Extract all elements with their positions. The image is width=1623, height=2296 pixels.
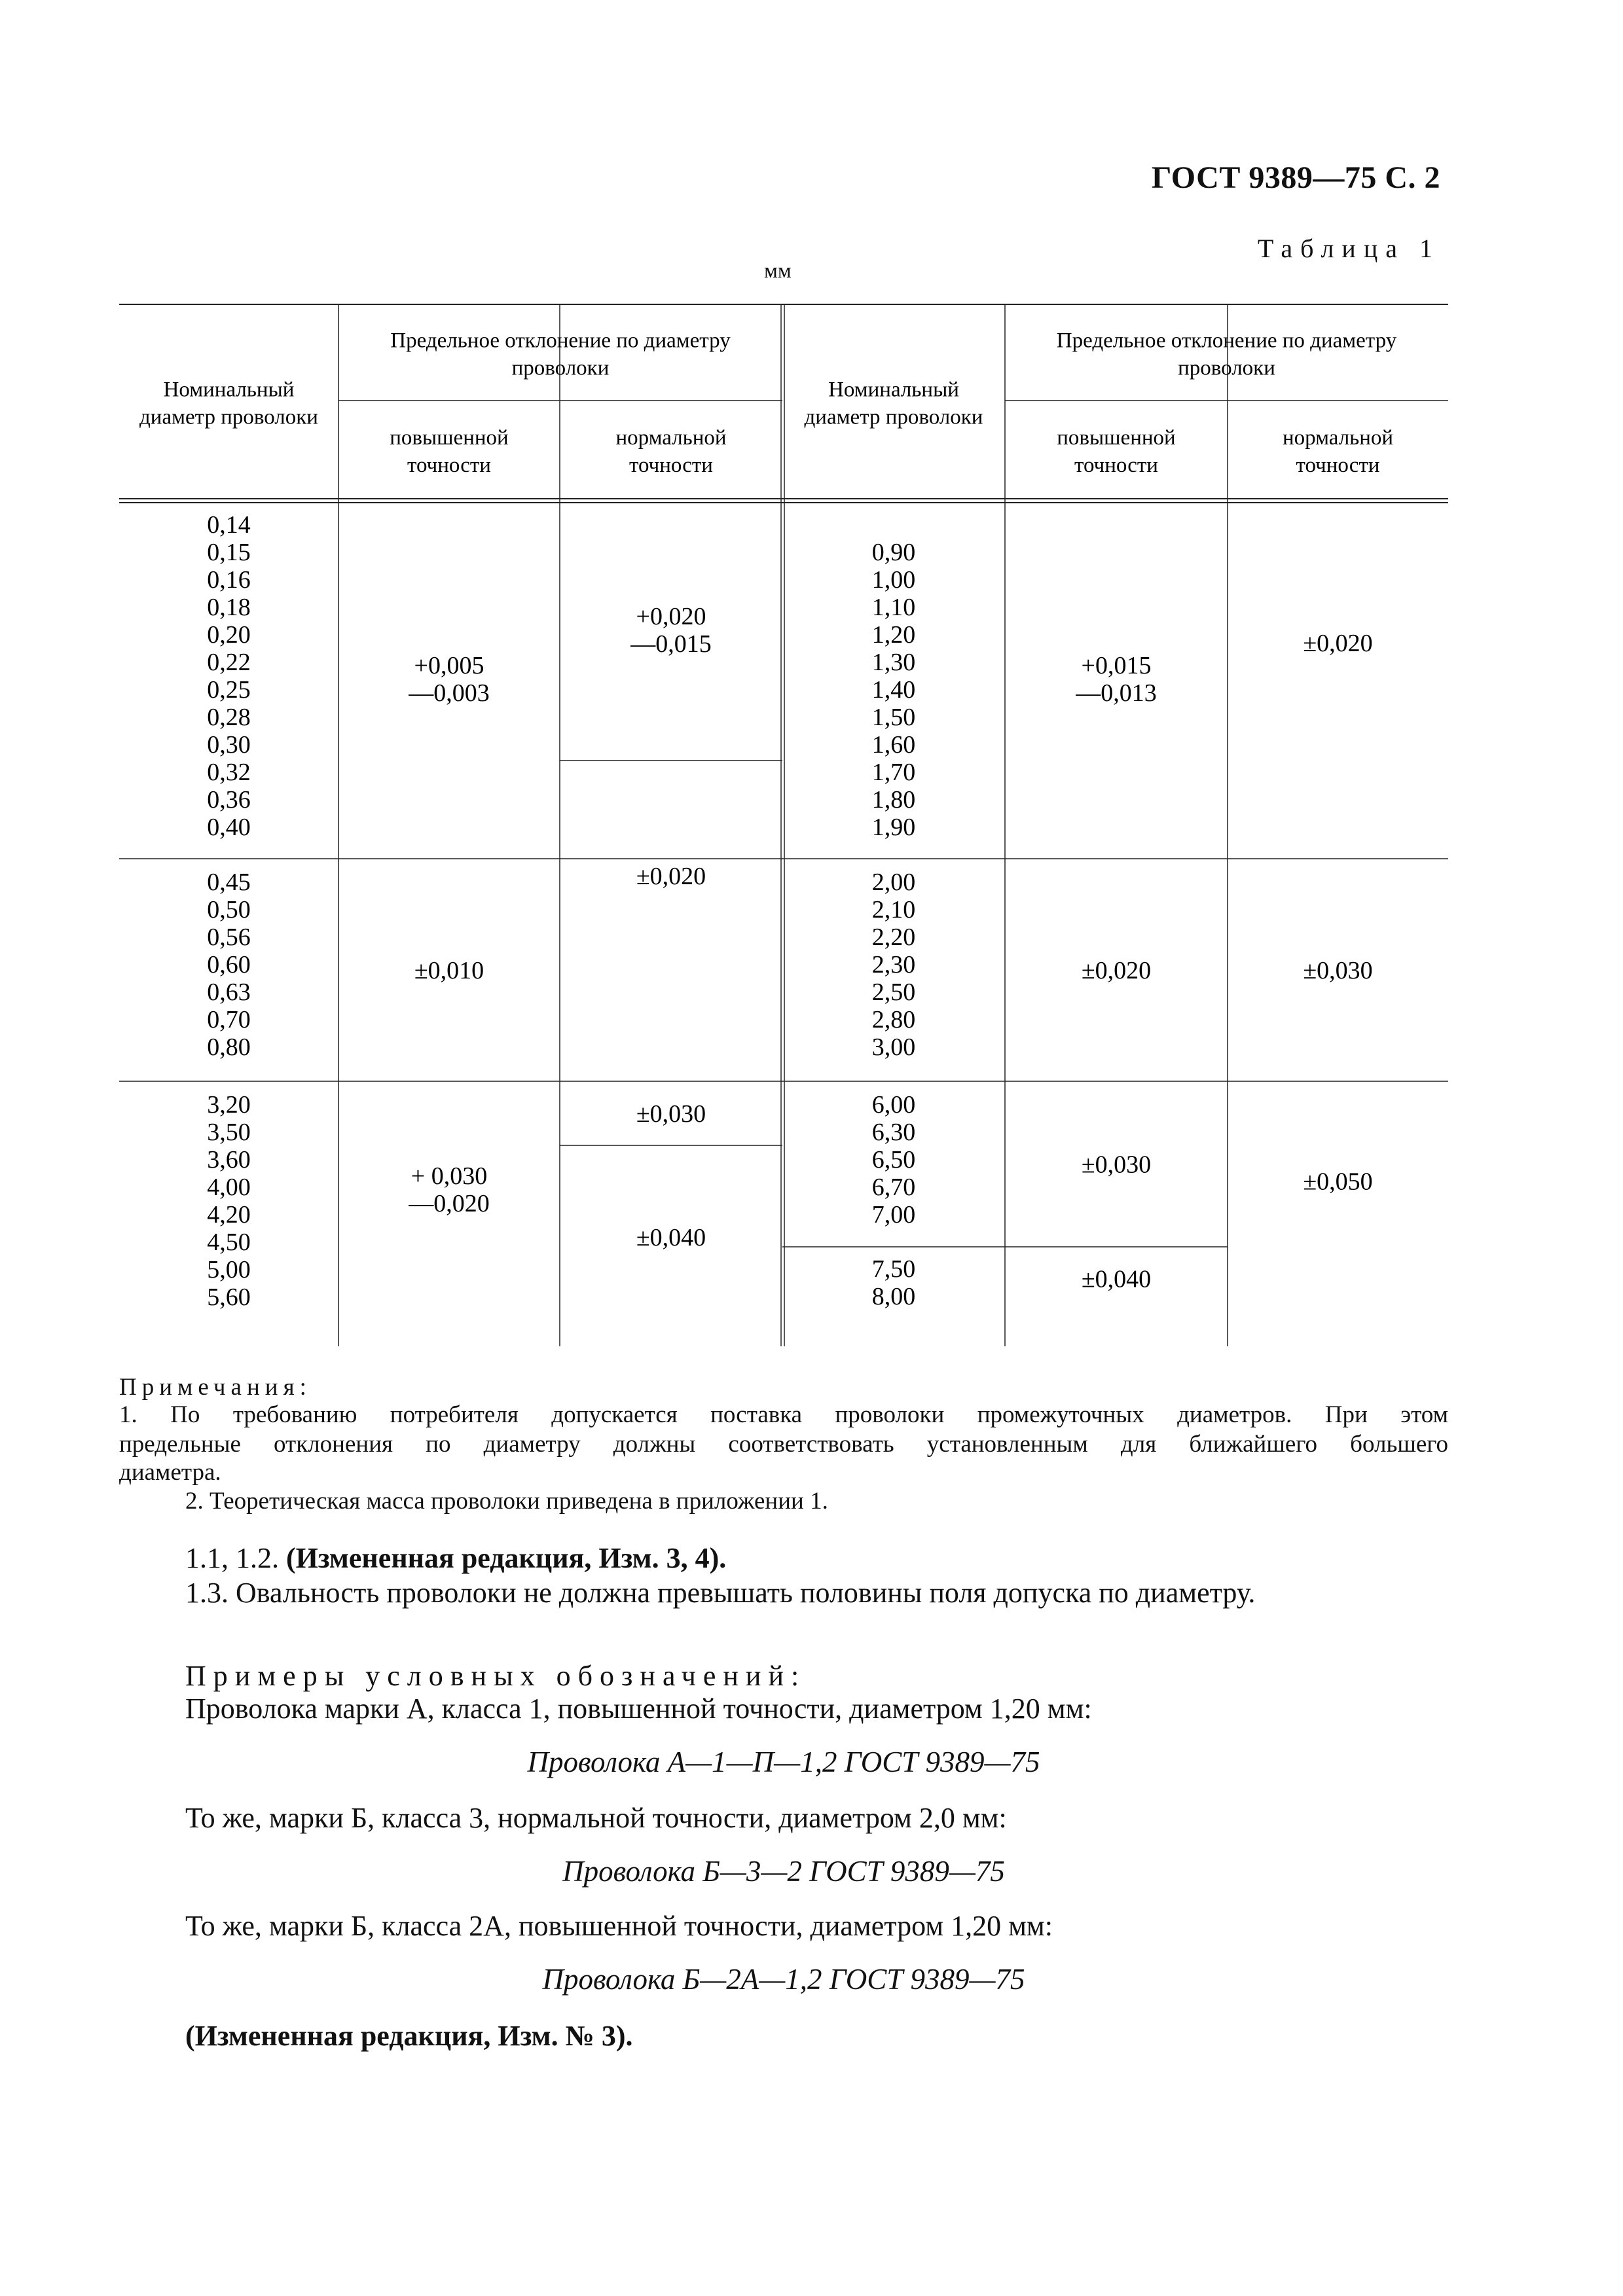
header-high-accuracy: точности [1074,454,1158,477]
diameter-value: 6,30 [871,1119,916,1146]
example-3-text: То же, марки Б, класса 2А, повышенной точности, диаметром 1,20 мм: [185,1910,1053,1942]
diameter-value: 1,00 [871,566,916,594]
diameter-value: 8,00 [871,1283,916,1310]
example-3-designation: Проволока Б—2А—1,2 ГОСТ 9389—75 [542,1963,1025,1996]
diameter-value: 3,50 [207,1119,251,1146]
header-nominal-diameter-right: Номинальный [828,378,959,402]
diameter-value: 0,14 [207,511,251,539]
deviation-value: —0,013 [1076,679,1157,707]
deviation-value: ±0,040 [1081,1265,1152,1293]
diameter-value: 3,60 [207,1146,251,1174]
diameter-value: 5,00 [207,1256,251,1283]
diameter-value: 0,70 [207,1006,251,1033]
diameter-value: 6,50 [871,1146,916,1174]
header-nominal-diameter-left: диаметр проволоки [139,405,318,429]
diameter-value: 2,50 [871,978,916,1006]
diameter-value: 0,40 [207,814,251,841]
diameter-value: 0,36 [207,786,251,814]
deviation-value: +0,020 [636,603,706,630]
diameter-value: 0,50 [207,896,251,924]
clause-1-1 [185,1541,726,1575]
header-nominal-diameter-right: диаметр проволоки [804,405,983,429]
clause-1-1-amendment: (Измененная редакция, Изм. 3, 4). [286,1542,727,1574]
diameter-value: 2,10 [871,896,916,924]
header-deviation-right: проволоки [1178,356,1275,380]
notes-title: Примечания: [119,1374,312,1401]
diameter-value: 5,60 [207,1283,251,1311]
deviation-value: ±0,030 [636,1100,706,1128]
note-1-line-3: диаметра. [119,1459,221,1486]
deviation-value: ±0,020 [1303,630,1373,657]
header-deviation-right: Предельное отклонение по диаметру [1056,329,1397,353]
diameter-value: 3,00 [871,1033,916,1061]
header-high-accuracy: точности [407,454,491,477]
tolerance-table [119,302,1448,1346]
deviation-value: ±0,050 [1303,1168,1373,1196]
note-2: 2. Теоретическая масса проволоки приведена в приложении 1. [185,1488,828,1515]
example-1-text: Проволока марки А, класса 1, повышенной точности, диаметром 1,20 мм: [185,1693,1092,1725]
diameter-value: 6,00 [871,1091,916,1119]
table-label: Таблица 1 [1257,234,1440,263]
example-2-text: То же, марки Б, класса 3, нормальной точности, диаметром 2,0 мм: [185,1802,1007,1834]
diameter-value: 3,20 [207,1091,251,1119]
example-2-designation: Проволока Б—3—2 ГОСТ 9389—75 [562,1855,1005,1888]
diameter-value: 0,16 [207,566,251,594]
examples-title: Примеры условных обозначений: [185,1660,807,1692]
header-normal-accuracy: точности [629,454,713,477]
note-1-line-1: 1. По требованию потребителя допускается поставка проволоки промежуточных диаметров. При этом [119,1401,1448,1428]
deviation-value: +0,005 [414,652,484,679]
diameter-value: 0,15 [207,539,251,566]
diameter-value: 0,18 [207,594,251,621]
clause-1-1-prefix: 1.1, 1.2. [185,1542,279,1574]
diameter-value: 4,00 [207,1174,251,1201]
diameter-value: 0,56 [207,924,251,951]
header-normal-accuracy: точности [1296,454,1380,477]
header-high-accuracy: повышенной [1057,426,1176,450]
clause-1-3: 1.3. Овальность проволоки не должна превышать половины поля допуска по диаметру. [185,1577,1256,1609]
diameter-value: 2,30 [871,951,916,978]
deviation-value: + 0,030 [410,1162,488,1190]
header-deviation-left: Предельное отклонение по диаметру [390,329,731,353]
deviation-value: ±0,040 [636,1224,706,1251]
deviation-value: +0,015 [1081,652,1152,679]
header-high-accuracy: повышенной [390,426,509,450]
diameter-value: 1,80 [871,786,916,814]
table-unit: мм [764,259,792,283]
diameter-value: 2,20 [871,924,916,951]
diameter-value: 7,50 [871,1255,916,1283]
deviation-value: ±0,020 [636,863,706,890]
page-header: ГОСТ 9389—75 С. 2 [1151,160,1440,195]
diameter-value: 0,22 [207,649,251,676]
diameter-value: 1,90 [871,814,916,841]
diameter-value: 0,80 [207,1033,251,1061]
diameter-value: 6,70 [871,1174,916,1201]
diameter-value: 0,30 [207,731,251,759]
deviation-value: ±0,020 [1081,957,1152,984]
diameter-value: 1,50 [871,704,916,731]
diameter-value: 0,25 [207,676,251,704]
diameter-value: 0,90 [871,539,916,566]
diameter-value: 1,60 [871,731,916,759]
header-nominal-diameter-left: Номинальный [163,378,295,402]
diameter-value: 1,20 [871,621,916,649]
diameter-value: 1,30 [871,649,916,676]
header-deviation-left: проволоки [511,356,610,380]
deviation-value: —0,015 [630,630,712,658]
deviation-value: ±0,010 [414,957,484,984]
diameter-value: 0,45 [207,869,251,896]
diameter-value: 0,63 [207,978,251,1006]
deviation-value: ±0,030 [1081,1151,1152,1179]
diameter-value: 1,10 [871,594,916,621]
deviation-value: —0,003 [409,679,490,707]
deviation-value: —0,020 [409,1190,490,1217]
deviation-value: ±0,030 [1303,957,1373,984]
diameter-value: 2,00 [871,869,916,896]
diameter-value: 0,60 [207,951,251,978]
diameter-value: 1,70 [871,759,916,786]
final-amendment-note: (Измененная редакция, Изм. № 3). [185,2020,633,2052]
header-normal-accuracy: нормальной [615,426,727,450]
diameter-value: 0,32 [207,759,251,786]
diameter-value: 4,20 [207,1201,251,1229]
header-normal-accuracy: нормальной [1282,426,1394,450]
diameter-value: 0,28 [207,704,251,731]
diameter-value: 0,20 [207,621,251,649]
diameter-value: 2,80 [871,1006,916,1033]
diameter-value: 7,00 [871,1201,916,1229]
example-1-designation: Проволока А—1—П—1,2 ГОСТ 9389—75 [527,1746,1040,1778]
diameter-value: 1,40 [871,676,916,704]
diameter-value: 4,50 [207,1229,251,1256]
note-1-line-2: предельные отклонения по диаметру должны соответствовать установленным для ближайшего большего [119,1431,1448,1458]
